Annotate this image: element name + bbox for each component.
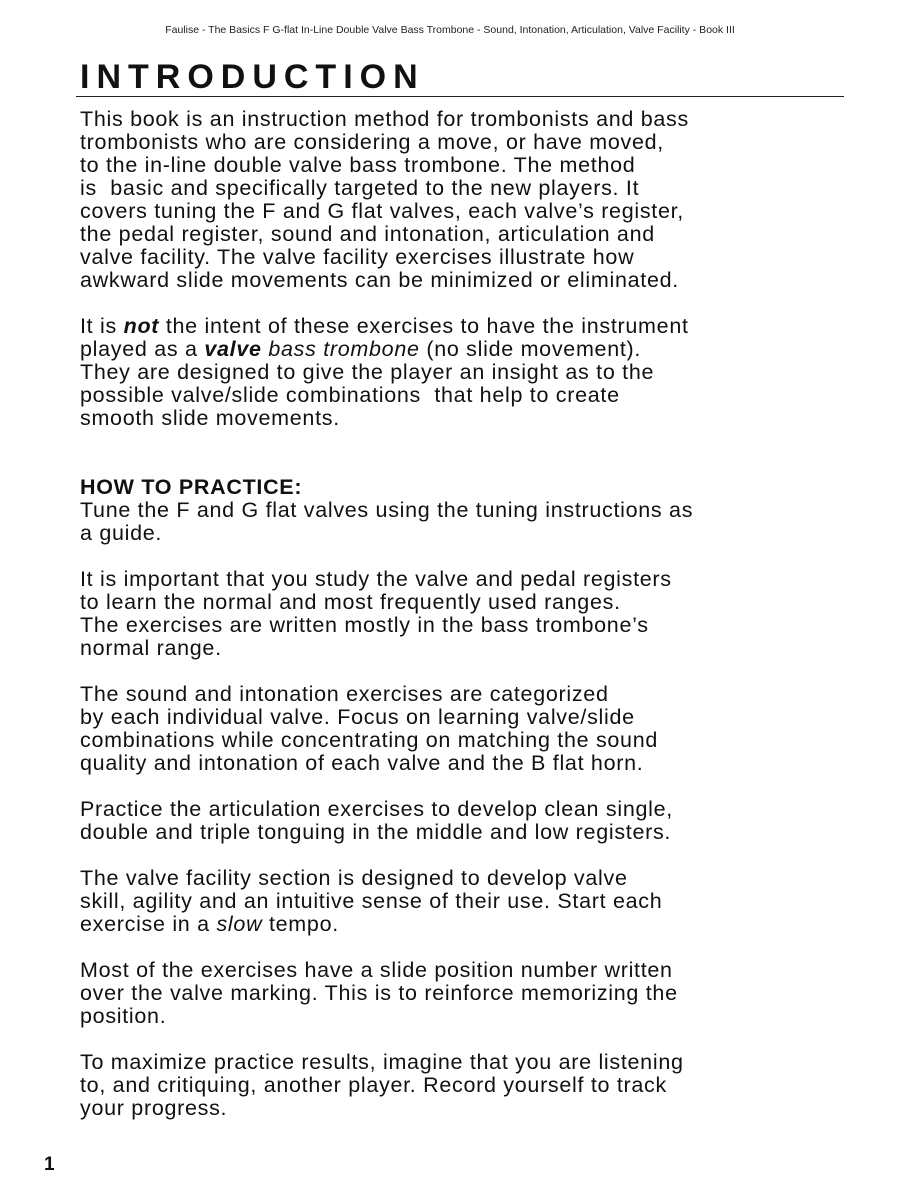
text-line: This book is an instruction method for trombonists and bass	[80, 107, 689, 131]
page-body	[80, 108, 860, 1120]
page-number: 1	[44, 1154, 55, 1175]
text-line: over the valve marking. This is to reinforce memorizing the	[80, 981, 678, 1005]
text-line: smooth slide movements.	[80, 406, 340, 430]
text-line: The sound and intonation exercises are categorized	[80, 682, 609, 706]
emphasis-valve: valve	[204, 337, 262, 361]
text-line: quality and intonation of each valve and the B flat horn.	[80, 751, 644, 775]
text-run: tempo.	[262, 912, 339, 936]
text-line	[80, 315, 860, 338]
registers-paragraph	[80, 568, 860, 660]
text-line: It is important that you study the valve and pedal registers	[80, 567, 672, 591]
text-line: To maximize practice results, imagine that you are listening	[80, 1050, 684, 1074]
text-line: position.	[80, 1004, 167, 1028]
articulation-paragraph	[80, 798, 860, 844]
text-line: Tune the F and G flat valves using the tuning instructions as	[80, 498, 694, 522]
how-to-practice-section	[80, 476, 860, 1120]
section-heading: HOW TO PRACTICE:	[80, 475, 303, 499]
text-line: They are designed to give the player an insight as to the	[80, 360, 655, 384]
text-line: possible valve/slide combinations that help to create	[80, 383, 620, 407]
emphasis-not: not	[123, 314, 160, 338]
intro-paragraph	[80, 108, 860, 292]
text-line: valve facility. The valve facility exercises illustrate how	[80, 245, 635, 269]
text-run: (no slide movement).	[419, 337, 642, 361]
text-line: Most of the exercises have a slide position number written	[80, 958, 673, 982]
text-line: combinations while concentrating on matching the sound	[80, 728, 659, 752]
text-line	[80, 338, 860, 361]
maximize-paragraph	[80, 1051, 860, 1120]
text-line: normal range.	[80, 636, 222, 660]
text-line: trombonists who are considering a move, or have moved,	[80, 130, 664, 154]
text-line: your progress.	[80, 1096, 228, 1120]
text-line: awkward slide movements can be minimized or eliminated.	[80, 268, 679, 292]
text-line: to learn the normal and most frequently used ranges.	[80, 590, 621, 614]
emphasis-bass-trombone: bass trombone	[261, 337, 420, 361]
page-title: INTRODUCTION	[80, 58, 425, 96]
text-line: covers tuning the F and G flat valves, each valve’s register,	[80, 199, 684, 223]
text-run: played as a	[80, 337, 205, 361]
tune-paragraph	[80, 499, 860, 545]
intent-paragraph	[80, 315, 860, 430]
running-header: Faulise - The Basics F G-flat In-Line Double Valve Bass Trombone - Sound, Intonation, Articulation, Valve Facility - Book III	[165, 24, 735, 36]
text-line: The exercises are written mostly in the bass trombone’s	[80, 613, 649, 637]
text-line: double and triple tonguing in the middle and low registers.	[80, 820, 672, 844]
text-line	[80, 913, 860, 936]
text-line: the pedal register, sound and intonation, articulation and	[80, 222, 655, 246]
text-line: to, and critiquing, another player. Record yourself to track	[80, 1073, 667, 1097]
text-line: The valve facility section is designed to develop valve	[80, 866, 628, 890]
text-line: is basic and specifically targeted to the new players. It	[80, 176, 640, 200]
text-line: by each individual valve. Focus on learning valve/slide	[80, 705, 635, 729]
text-line: skill, agility and an intuitive sense of their use. Start each	[80, 889, 663, 913]
text-line: to the in-line double valve bass trombone. The method	[80, 153, 636, 177]
emphasis-slow: slow	[216, 912, 263, 936]
text-run: exercise in a	[80, 912, 217, 936]
text-line: Practice the articulation exercises to develop clean single,	[80, 797, 673, 821]
text-run: It is	[80, 314, 124, 338]
facility-paragraph	[80, 867, 860, 936]
sound-paragraph	[80, 683, 860, 775]
positions-paragraph	[80, 959, 860, 1028]
text-line: a guide.	[80, 521, 163, 545]
title-underline	[76, 96, 844, 97]
text-run: the intent of these exercises to have the instrument	[159, 314, 689, 338]
